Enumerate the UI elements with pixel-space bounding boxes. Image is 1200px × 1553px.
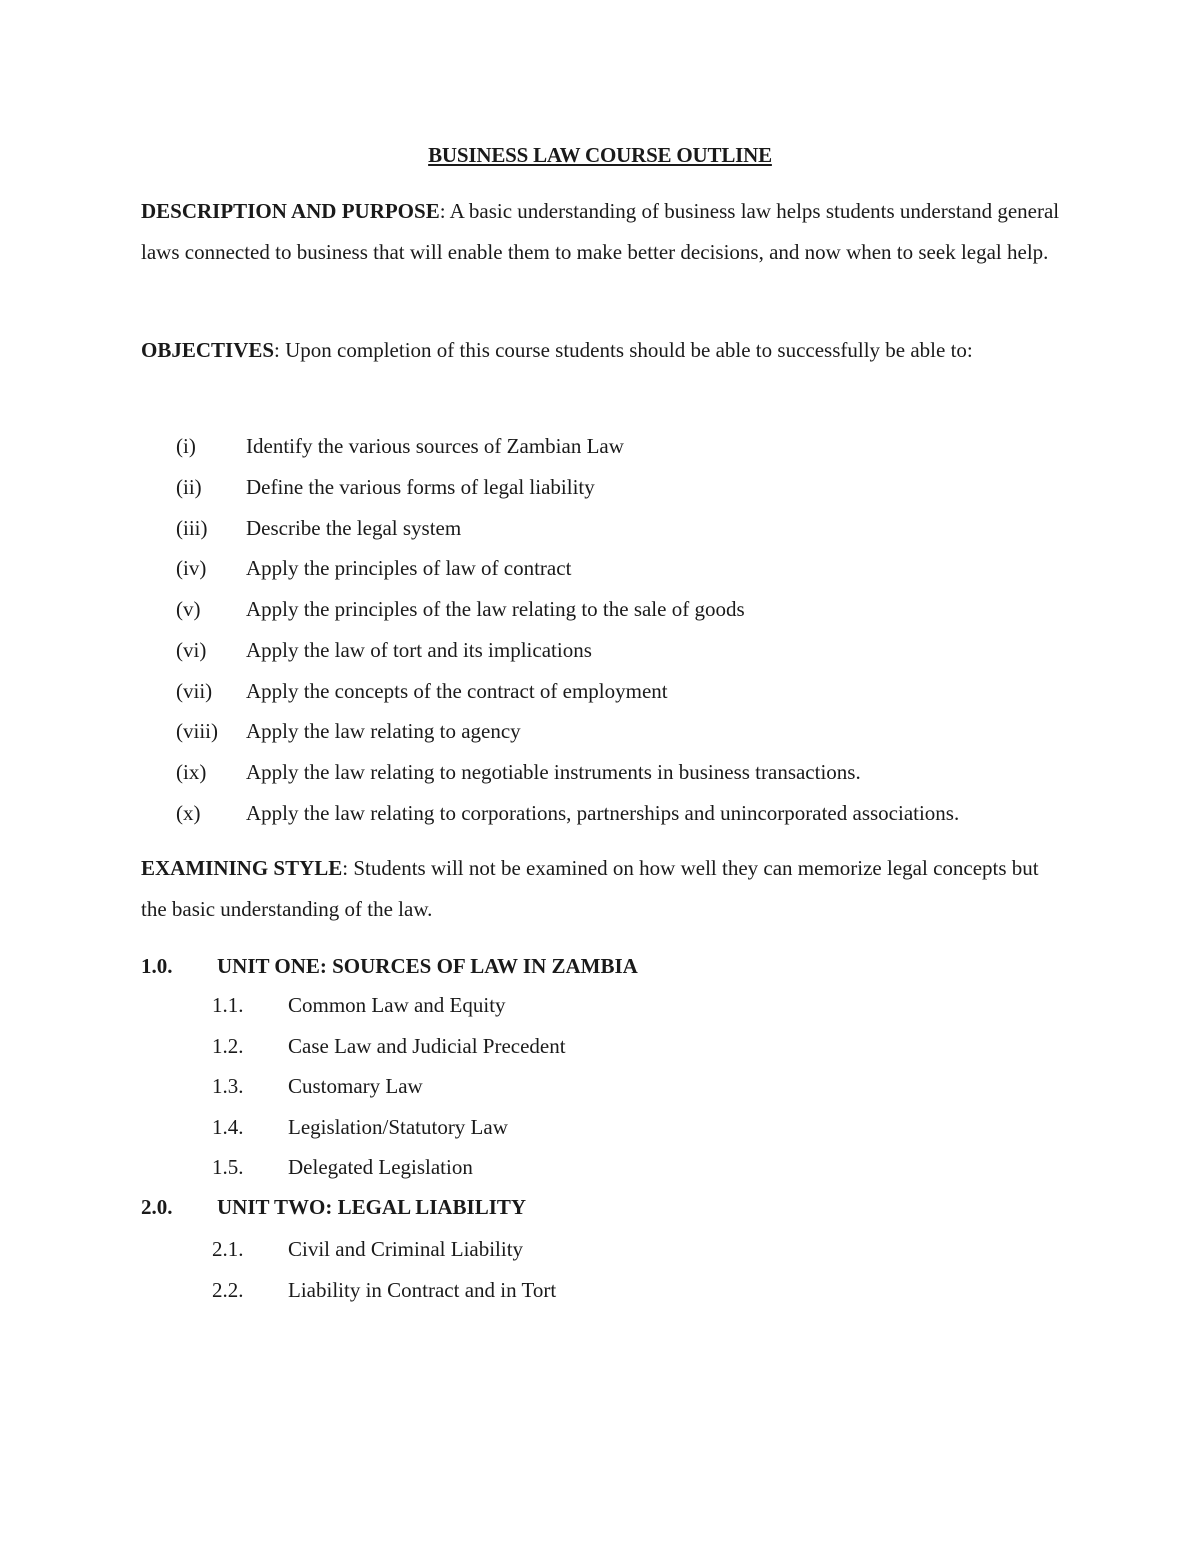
objectives-label: OBJECTIVES [141, 338, 275, 362]
unit-number: 1.0. [141, 954, 173, 978]
objective-item [176, 426, 959, 467]
objective-item [176, 467, 959, 508]
objective-item [176, 793, 959, 834]
topic-text: Delegated Legislation [288, 1155, 473, 1180]
examining-text: : Students will not be examined on how well they can memorize legal concepts but the basic understanding of the law. [141, 856, 1039, 921]
unit-title: UNIT ONE: SOURCES OF LAW IN ZAMBIA [217, 954, 638, 978]
objective-item [176, 630, 959, 671]
objective-number: (iii) [176, 515, 208, 540]
objective-item [176, 548, 959, 589]
objective-number: (vi) [176, 637, 207, 662]
topic-item [212, 1270, 556, 1311]
examining-paragraph [141, 848, 1061, 930]
objective-text: Apply the law relating to negotiable instruments in business transactions. [246, 760, 861, 784]
unit-number: 2.0. [141, 1195, 173, 1219]
objective-text: Apply the law of tort and its implications [246, 637, 592, 662]
objective-text: Identify the various sources of Zambian Law [246, 434, 624, 458]
topic-number: 1.1. [212, 993, 244, 1017]
objective-text: Apply the concepts of the contract of employment [246, 678, 668, 703]
objective-text: Define the various forms of legal liability [246, 474, 595, 499]
objective-item [176, 589, 959, 630]
description-text: : A basic understanding of business law helps students understand general laws connected to business that will enable them to make better decisions, and now when to seek legal help. [141, 199, 1060, 264]
topic-item [212, 985, 566, 1026]
objective-number: (vii) [176, 678, 213, 703]
topic-item [212, 1066, 566, 1107]
objective-item [176, 752, 959, 793]
objective-item [176, 711, 959, 752]
topic-item [212, 1147, 566, 1188]
topic-item [212, 1026, 566, 1067]
unit-heading [141, 954, 638, 979]
topic-text: Common Law and Equity [288, 993, 506, 1017]
objective-text: Apply the law relating to agency [246, 719, 521, 744]
objective-number: (x) [176, 800, 201, 825]
objective-text: Apply the law relating to corporations, partnerships and unincorporated associations. [246, 800, 960, 825]
topic-text: Case Law and Judicial Precedent [288, 1033, 566, 1058]
objective-number: (ii) [176, 474, 202, 499]
topic-item [212, 1107, 566, 1148]
objective-item [176, 508, 959, 549]
objective-number: (iv) [176, 556, 207, 581]
objective-number: (i) [176, 434, 196, 458]
objective-number: (v) [176, 597, 201, 621]
topic-number: 1.3. [212, 1074, 244, 1099]
description-label: DESCRIPTION AND PURPOSE [141, 199, 440, 223]
topic-text: Legislation/Statutory Law [288, 1114, 508, 1139]
objective-item [176, 671, 959, 712]
topic-item [212, 1229, 556, 1270]
document-title: BUSINESS LAW COURSE OUTLINE [428, 143, 772, 167]
objective-text: Apply the principles of the law relating to the sale of goods [246, 597, 745, 621]
topic-text: Civil and Criminal Liability [288, 1237, 524, 1261]
description-paragraph [141, 191, 1061, 273]
examining-label: EXAMINING STYLE [141, 856, 343, 880]
topic-number: 1.5. [212, 1155, 244, 1180]
unit-topics-list [212, 1229, 556, 1310]
unit-topics-list [212, 985, 566, 1188]
objective-text: Apply the principles of law of contract [246, 556, 572, 581]
topic-text: Customary Law [288, 1074, 423, 1099]
topic-number: 1.2. [212, 1033, 244, 1058]
topic-number: 1.4. [212, 1114, 244, 1139]
objectives-paragraph [141, 330, 1061, 371]
objective-text: Describe the legal system [246, 515, 462, 540]
unit-heading [141, 1195, 526, 1220]
topic-text: Liability in Contract and in Tort [288, 1277, 557, 1302]
objective-number: (viii) [176, 719, 218, 744]
topic-number: 2.2. [212, 1277, 244, 1302]
objective-number: (ix) [176, 760, 207, 784]
topic-number: 2.1. [212, 1237, 244, 1261]
objectives-text: : Upon completion of this course students should be able to successfully be able to: [274, 338, 973, 362]
unit-title: UNIT TWO: LEGAL LIABILITY [217, 1195, 527, 1219]
objectives-list [176, 426, 959, 834]
